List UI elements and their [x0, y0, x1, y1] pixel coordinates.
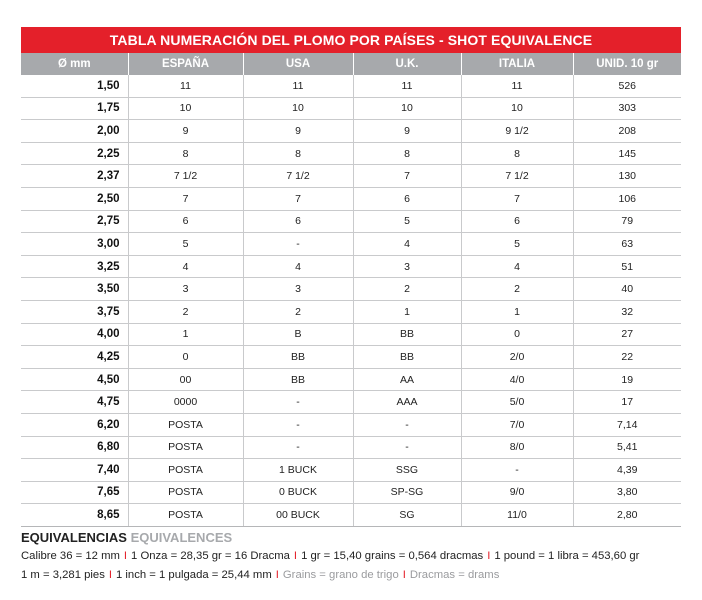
equiv-item-note: Grains = grano de trigo — [282, 569, 399, 581]
cell-mm: 1,50 — [21, 75, 128, 97]
separator: I — [402, 569, 406, 581]
cell-mm: 8,65 — [21, 504, 128, 527]
cell-unid: 3,80 — [573, 481, 681, 504]
cell-mm: 6,80 — [21, 436, 128, 459]
cell-espana: 2 — [128, 300, 243, 323]
table-row — [21, 255, 681, 278]
equivalences-title-en: EQUIVALENCES — [130, 530, 233, 545]
header-espana: ESPAÑA — [128, 53, 243, 75]
cell-italia: 11/0 — [461, 504, 573, 527]
cell-usa: 7 1/2 — [243, 165, 353, 188]
cell-espana: POSTA — [128, 504, 243, 527]
cell-unid: 19 — [573, 368, 681, 391]
cell-espana: 10 — [128, 97, 243, 120]
cell-italia: 10 — [461, 97, 573, 120]
cell-espana: 1 — [128, 323, 243, 346]
cell-usa: 9 — [243, 120, 353, 143]
cell-uk: AA — [353, 368, 461, 391]
cell-uk: 7 — [353, 165, 461, 188]
equiv-item: 1 pound = 1 libra = 453,60 gr — [494, 550, 640, 562]
cell-usa: 2 — [243, 300, 353, 323]
cell-italia: 2 — [461, 278, 573, 301]
cell-uk: 4 — [353, 233, 461, 256]
equivalences-line-1 — [21, 550, 639, 562]
cell-italia: 7 1/2 — [461, 165, 573, 188]
cell-espana: 7 — [128, 187, 243, 210]
cell-unid: 526 — [573, 75, 681, 97]
cell-unid: 32 — [573, 300, 681, 323]
cell-usa: 7 — [243, 187, 353, 210]
cell-usa: 1 BUCK — [243, 459, 353, 482]
cell-usa: 4 — [243, 255, 353, 278]
equiv-item: Calibre 36 = 12 mm — [21, 550, 120, 562]
table-row — [21, 300, 681, 323]
table-row — [21, 210, 681, 233]
separator: I — [275, 569, 279, 581]
cell-espana: 11 — [128, 75, 243, 97]
cell-usa: 00 BUCK — [243, 504, 353, 527]
cell-mm: 7,40 — [21, 459, 128, 482]
cell-unid: 4,39 — [573, 459, 681, 482]
cell-espana: POSTA — [128, 459, 243, 482]
table-row — [21, 436, 681, 459]
shot-table — [21, 53, 681, 527]
cell-unid: 63 — [573, 233, 681, 256]
equiv-item-note: Dracmas = drams — [409, 569, 500, 581]
cell-uk: BB — [353, 323, 461, 346]
cell-mm: 4,50 — [21, 368, 128, 391]
cell-mm: 3,75 — [21, 300, 128, 323]
cell-uk: 5 — [353, 210, 461, 233]
cell-italia: 6 — [461, 210, 573, 233]
cell-unid: 303 — [573, 97, 681, 120]
table-row — [21, 346, 681, 369]
table-row — [21, 481, 681, 504]
cell-unid: 79 — [573, 210, 681, 233]
cell-unid: 40 — [573, 278, 681, 301]
cell-mm: 2,25 — [21, 142, 128, 165]
cell-espana: 4 — [128, 255, 243, 278]
equiv-item: 1 inch = 1 pulgada = 25,44 mm — [115, 569, 272, 581]
cell-uk: 9 — [353, 120, 461, 143]
cell-mm: 3,50 — [21, 278, 128, 301]
cell-italia: - — [461, 459, 573, 482]
table-row — [21, 278, 681, 301]
cell-unid: 7,14 — [573, 413, 681, 436]
cell-espana: 3 — [128, 278, 243, 301]
header-uk: U.K. — [353, 53, 461, 75]
cell-italia: 7/0 — [461, 413, 573, 436]
cell-espana: 9 — [128, 120, 243, 143]
cell-italia: 4/0 — [461, 368, 573, 391]
cell-espana: 8 — [128, 142, 243, 165]
cell-unid: 208 — [573, 120, 681, 143]
cell-uk: SG — [353, 504, 461, 527]
table-row — [21, 459, 681, 482]
table-row — [21, 120, 681, 143]
cell-uk: AAA — [353, 391, 461, 414]
cell-uk: BB — [353, 346, 461, 369]
cell-italia: 8/0 — [461, 436, 573, 459]
cell-mm: 2,37 — [21, 165, 128, 188]
cell-unid: 5,41 — [573, 436, 681, 459]
table-row — [21, 323, 681, 346]
cell-usa: 0 BUCK — [243, 481, 353, 504]
cell-unid: 27 — [573, 323, 681, 346]
cell-usa: - — [243, 436, 353, 459]
equivalences-title — [21, 530, 232, 545]
cell-italia: 11 — [461, 75, 573, 97]
cell-uk: SP-SG — [353, 481, 461, 504]
table-row — [21, 368, 681, 391]
cell-espana: 5 — [128, 233, 243, 256]
cell-uk: 3 — [353, 255, 461, 278]
cell-unid: 51 — [573, 255, 681, 278]
cell-italia: 2/0 — [461, 346, 573, 369]
cell-uk: 6 — [353, 187, 461, 210]
cell-unid: 22 — [573, 346, 681, 369]
table-row — [21, 75, 681, 97]
cell-espana: 0 — [128, 346, 243, 369]
cell-italia: 1 — [461, 300, 573, 323]
cell-uk: 10 — [353, 97, 461, 120]
cell-italia: 0 — [461, 323, 573, 346]
equiv-item: 1 gr = 15,40 grains = 0,564 dracmas — [301, 550, 484, 562]
cell-espana: 6 — [128, 210, 243, 233]
header-unid: UNID. 10 gr — [573, 53, 681, 75]
header-usa: USA — [243, 53, 353, 75]
cell-unid: 130 — [573, 165, 681, 188]
cell-mm: 1,75 — [21, 97, 128, 120]
cell-usa: BB — [243, 368, 353, 391]
table-row — [21, 233, 681, 256]
cell-uk: 11 — [353, 75, 461, 97]
equiv-item: 1 m = 3,281 pies — [21, 569, 105, 581]
cell-mm: 3,25 — [21, 255, 128, 278]
cell-usa: B — [243, 323, 353, 346]
cell-espana: POSTA — [128, 481, 243, 504]
cell-espana: POSTA — [128, 436, 243, 459]
table-row — [21, 97, 681, 120]
cell-italia: 9 1/2 — [461, 120, 573, 143]
equivalences-line-2 — [21, 569, 499, 581]
cell-mm: 6,20 — [21, 413, 128, 436]
separator: I — [123, 550, 128, 562]
cell-mm: 3,00 — [21, 233, 128, 256]
cell-uk: SSG — [353, 459, 461, 482]
table-row — [21, 142, 681, 165]
cell-italia: 8 — [461, 142, 573, 165]
cell-italia: 4 — [461, 255, 573, 278]
equivalences-title-es: EQUIVALENCIAS — [21, 530, 127, 545]
table-row — [21, 187, 681, 210]
cell-italia: 9/0 — [461, 481, 573, 504]
cell-mm: 4,00 — [21, 323, 128, 346]
cell-mm: 4,25 — [21, 346, 128, 369]
equiv-item: 1 Onza = 28,35 gr = 16 Dracma — [131, 550, 290, 562]
cell-espana: 7 1/2 — [128, 165, 243, 188]
table-body — [21, 75, 681, 526]
cell-unid: 106 — [573, 187, 681, 210]
separator: I — [487, 550, 491, 562]
cell-usa: 3 — [243, 278, 353, 301]
table-title: TABLA NUMERACIÓN DEL PLOMO POR PAÍSES - SHOT EQUIVALENCE — [21, 27, 681, 53]
cell-unid: 145 — [573, 142, 681, 165]
header-mm: Ø mm — [21, 53, 128, 75]
cell-mm: 2,00 — [21, 120, 128, 143]
cell-uk: 8 — [353, 142, 461, 165]
table-row — [21, 413, 681, 436]
cell-espana: POSTA — [128, 413, 243, 436]
cell-italia: 5/0 — [461, 391, 573, 414]
cell-italia: 5 — [461, 233, 573, 256]
cell-mm: 2,75 — [21, 210, 128, 233]
cell-uk: - — [353, 436, 461, 459]
cell-usa: - — [243, 391, 353, 414]
cell-unid: 17 — [573, 391, 681, 414]
cell-usa: 10 — [243, 97, 353, 120]
cell-usa: 8 — [243, 142, 353, 165]
cell-usa: - — [243, 233, 353, 256]
table-row — [21, 391, 681, 414]
cell-uk: - — [353, 413, 461, 436]
table-row — [21, 504, 681, 527]
cell-usa: 6 — [243, 210, 353, 233]
cell-italia: 7 — [461, 187, 573, 210]
cell-uk: 1 — [353, 300, 461, 323]
table-row — [21, 165, 681, 188]
cell-espana: 0000 — [128, 391, 243, 414]
header-row — [21, 53, 681, 75]
cell-uk: 2 — [353, 278, 461, 301]
cell-usa: BB — [243, 346, 353, 369]
cell-usa: 11 — [243, 75, 353, 97]
cell-espana: 00 — [128, 368, 243, 391]
separator: I — [293, 550, 298, 562]
header-italia: ITALIA — [461, 53, 573, 75]
separator: I — [108, 569, 112, 581]
cell-usa: - — [243, 413, 353, 436]
cell-mm: 7,65 — [21, 481, 128, 504]
cell-mm: 2,50 — [21, 187, 128, 210]
cell-unid: 2,80 — [573, 504, 681, 527]
cell-mm: 4,75 — [21, 391, 128, 414]
